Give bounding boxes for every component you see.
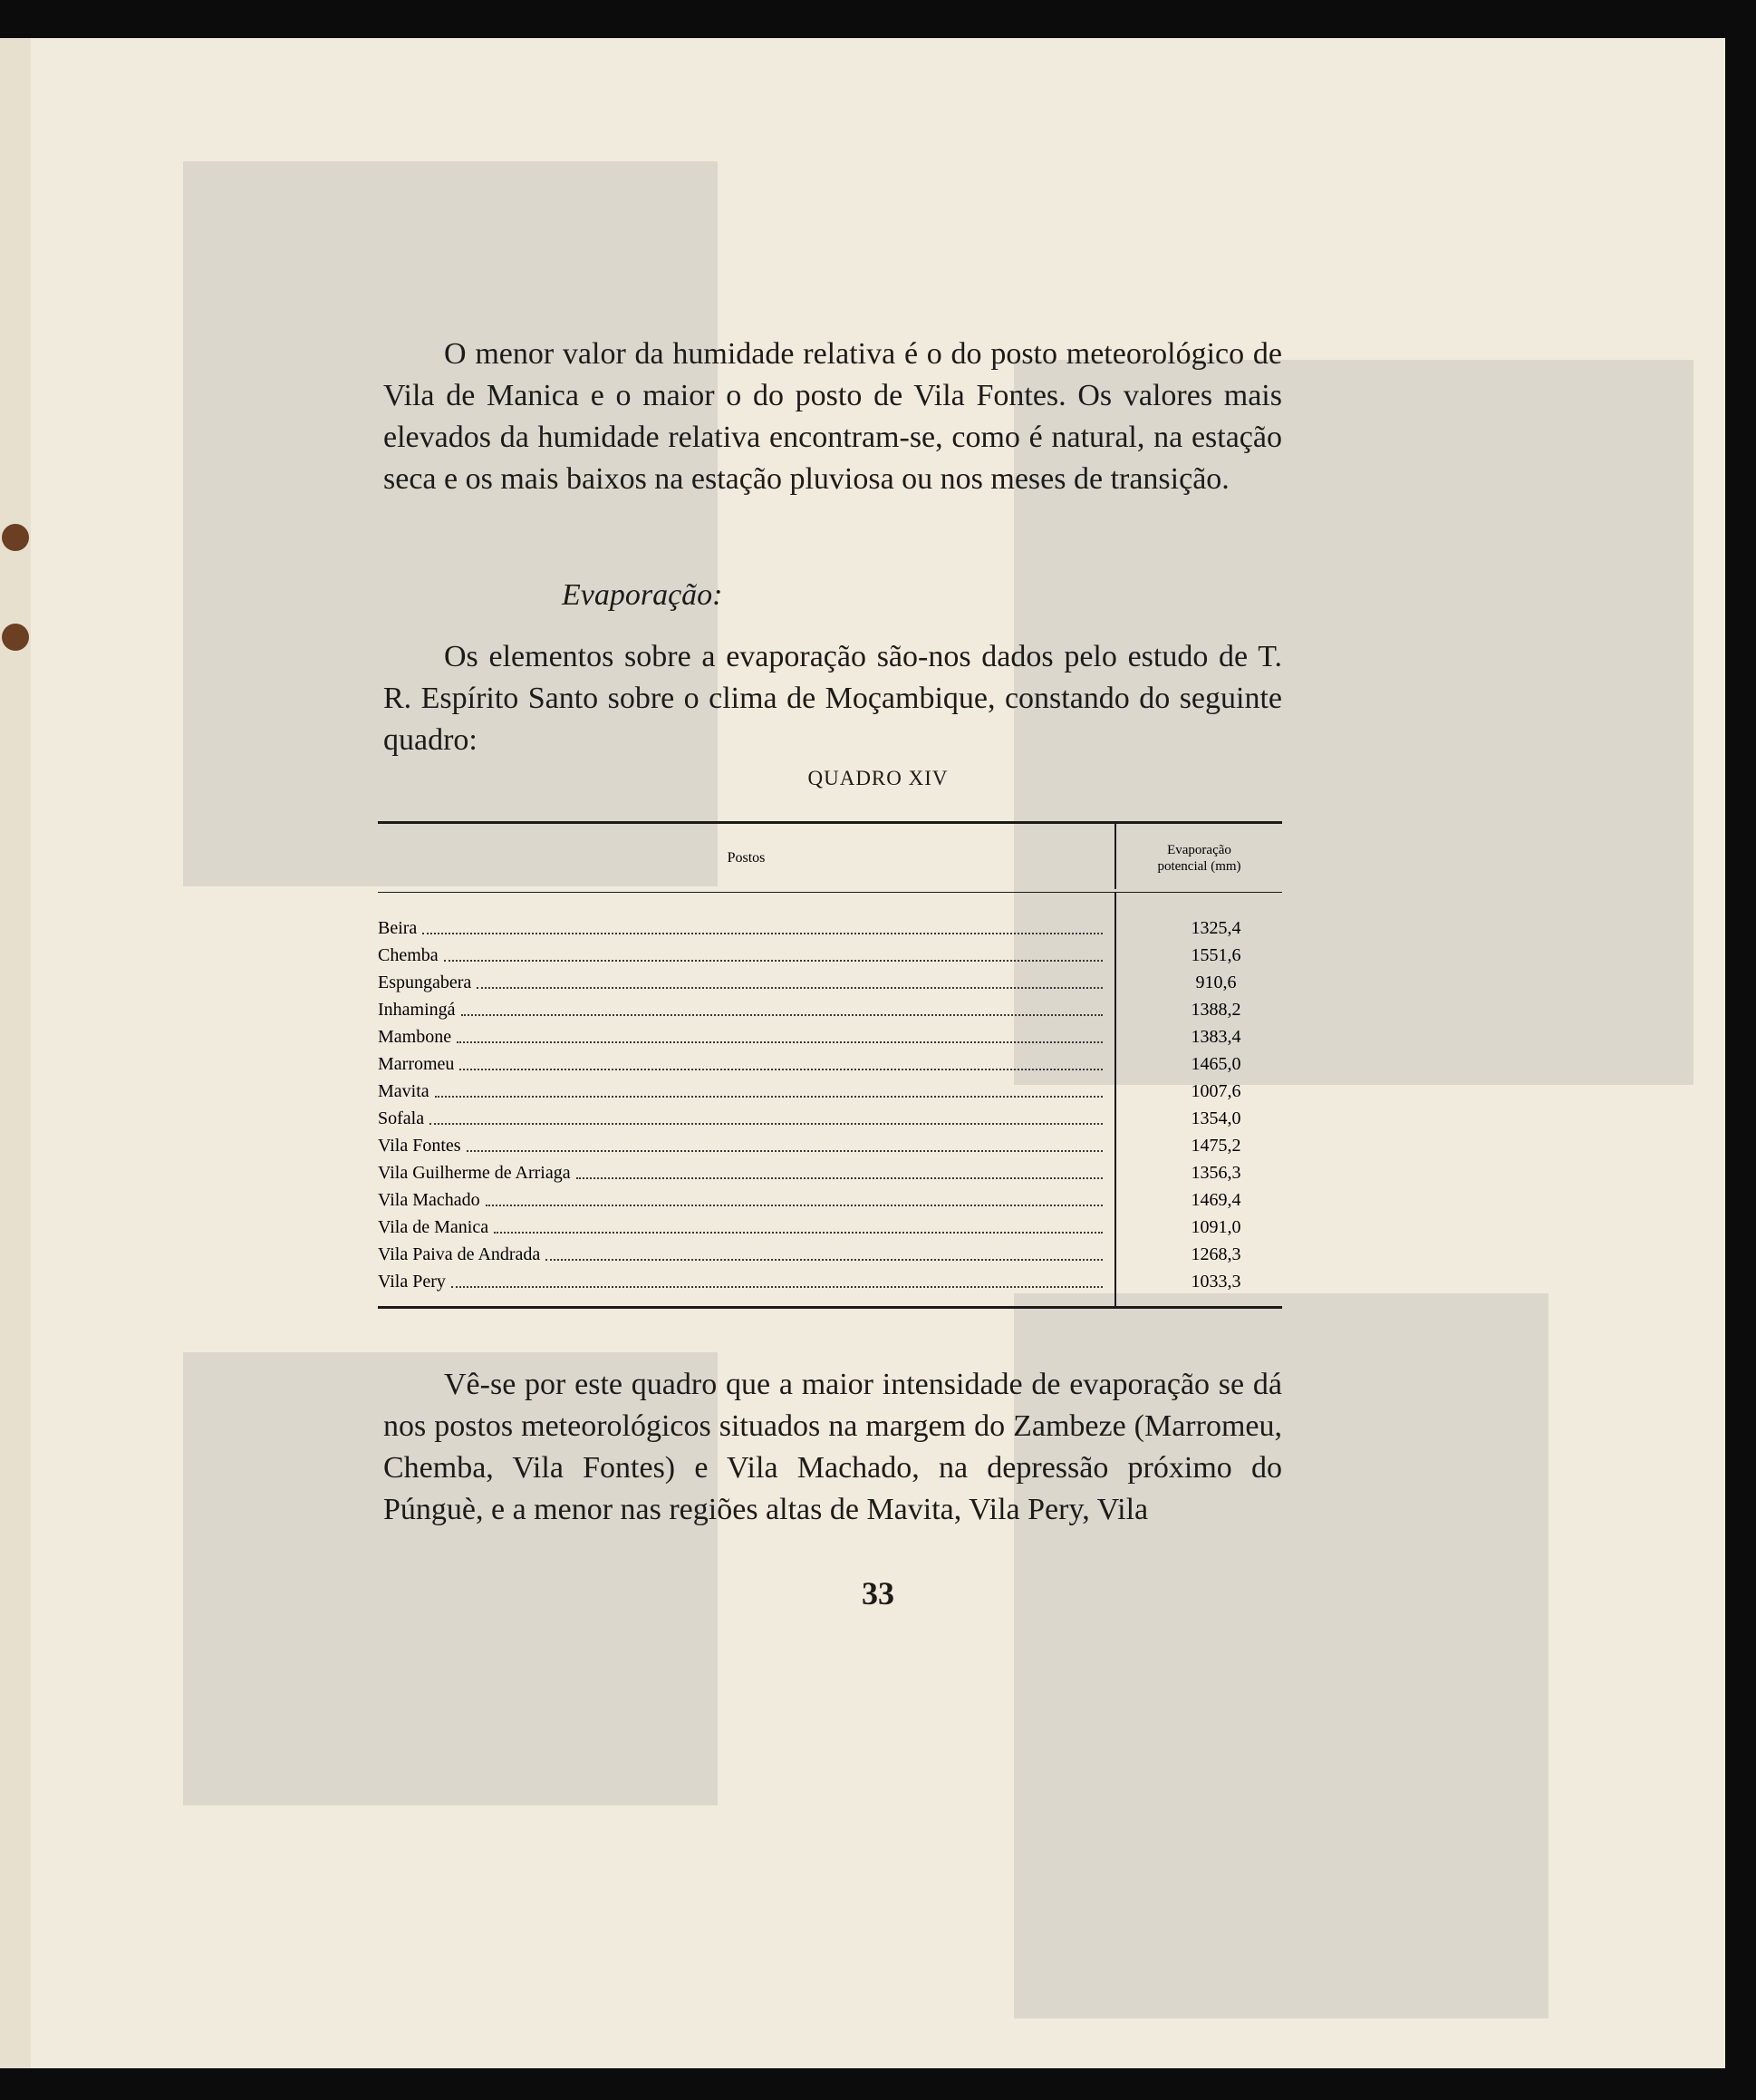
paragraph-text: Os elementos sobre a evaporação são-nos dados pelo estudo de T. R. Espírito Santo sobre o clima de Moçambique, constando do seguinte quadro: [383, 640, 1282, 757]
table-row [378, 969, 1282, 996]
table-row [378, 1186, 1282, 1214]
posto-cell [378, 1081, 1103, 1102]
table-header [378, 824, 1282, 892]
posto-name: Mavita [378, 1080, 429, 1101]
posto-name: Vila Pery [378, 1271, 446, 1292]
table-row [378, 1159, 1282, 1186]
posto-name: Vila Guilherme de Arriaga [378, 1162, 571, 1183]
paragraph-text: O menor valor da humidade relativa é o do posto meteorológico de Vila de Manica e o maior o do posto de Vila Fontes. Os valores mais elevados da humidade relativa encontram-se, como é natural, na estação seca e os mais baixos na estação pluviosa ou nos meses de transição. [383, 337, 1282, 496]
evaporation-value: 1354,0 [1191, 1108, 1241, 1128]
posto-name: Vila de Manica [378, 1216, 489, 1237]
evaporation-value: 1268,3 [1191, 1244, 1241, 1264]
evaporation-value: 1475,2 [1191, 1135, 1241, 1156]
table-row [378, 996, 1282, 1023]
evaporation-table [378, 821, 1282, 1309]
posto-cell [378, 1027, 1103, 1048]
posto-cell [378, 945, 1103, 966]
leader-dots [435, 1096, 1103, 1098]
table-row [378, 1105, 1282, 1132]
column-header-line: potencial (mm) [1157, 858, 1241, 874]
posto-cell [378, 1190, 1103, 1211]
paragraph-humidity [383, 334, 1282, 500]
table-body [378, 893, 1282, 1306]
leader-dots [576, 1177, 1103, 1179]
evaporation-value: 1325,4 [1191, 917, 1241, 938]
table-row [378, 1132, 1282, 1159]
evaporation-value: 1465,0 [1191, 1053, 1241, 1074]
binding-hole [2, 624, 29, 651]
paragraph-evaporation-analysis [383, 1364, 1282, 1531]
section-heading: Evaporação: [562, 578, 723, 612]
posto-cell [378, 1217, 1103, 1238]
posto-name: Beira [378, 917, 418, 938]
evaporation-value: 1388,2 [1191, 999, 1241, 1020]
posto-name: Vila Machado [378, 1189, 480, 1210]
column-separator [1114, 893, 1116, 1306]
posto-name: Vila Paiva de Andrada [378, 1244, 541, 1264]
column-header-postos: Postos [727, 849, 766, 866]
posto-cell [378, 1000, 1103, 1021]
leader-dots [486, 1205, 1103, 1206]
posto-name: Chemba [378, 944, 439, 965]
posto-cell [378, 1163, 1103, 1184]
leader-dots [422, 933, 1103, 934]
table-row [378, 1268, 1282, 1295]
leader-dots [459, 1069, 1103, 1070]
table-row [378, 915, 1282, 942]
leader-dots [467, 1150, 1103, 1152]
leader-dots [444, 960, 1103, 962]
table-row [378, 942, 1282, 969]
posto-name: Espungabera [378, 972, 472, 992]
posto-name: Inhamingá [378, 999, 456, 1020]
leader-dots [429, 1123, 1103, 1125]
table-row [378, 1241, 1282, 1268]
table-row [378, 1023, 1282, 1050]
page-edge-strip [0, 38, 31, 2068]
leader-dots [461, 1014, 1103, 1016]
paragraph-evaporation-intro [383, 636, 1282, 761]
binding-hole [2, 524, 29, 551]
evaporation-value: 1033,3 [1191, 1271, 1241, 1292]
posto-cell [378, 1108, 1103, 1129]
evaporation-value: 1356,3 [1191, 1162, 1241, 1183]
posto-cell [378, 1054, 1103, 1075]
posto-name: Sofala [378, 1108, 425, 1128]
posto-cell [378, 1136, 1103, 1156]
table-row [378, 1050, 1282, 1078]
table-row [378, 1078, 1282, 1105]
posto-cell [378, 1272, 1103, 1292]
leader-dots [451, 1286, 1103, 1288]
column-header-line: Evaporação [1167, 842, 1231, 857]
evaporation-value: 1091,0 [1191, 1216, 1241, 1237]
leader-dots [545, 1259, 1103, 1261]
table-row [378, 1214, 1282, 1241]
evaporation-value: 1551,6 [1191, 944, 1241, 965]
page-number: 33 [862, 1575, 894, 1611]
evaporation-value: 1469,4 [1191, 1189, 1241, 1210]
posto-cell [378, 1244, 1103, 1265]
posto-cell [378, 973, 1103, 993]
leader-dots [494, 1232, 1103, 1234]
paragraph-text: Vê-se por este quadro que a maior intensidade de evaporação se dá nos postos meteorológicos situados na margem do Zambeze (Marromeu, Chemba, Vila Fontes) e Vila Machado, na depressão próximo do Púnguè, e a menor nas regiões altas de Mavita, Vila Pery, Vila [383, 1368, 1282, 1526]
posto-name: Mambone [378, 1026, 452, 1047]
evaporation-value: 1383,4 [1191, 1026, 1241, 1047]
evaporation-value: 1007,6 [1191, 1080, 1241, 1101]
posto-name: Vila Fontes [378, 1135, 461, 1156]
evaporation-value: 910,6 [1195, 972, 1237, 992]
posto-cell [378, 918, 1103, 939]
table-caption: QUADRO XIV [807, 767, 949, 789]
leader-dots [457, 1041, 1103, 1043]
posto-name: Marromeu [378, 1053, 455, 1074]
leader-dots [477, 987, 1103, 989]
table-bottom-rule [378, 1306, 1282, 1309]
column-header-evaporacao [1116, 824, 1282, 892]
